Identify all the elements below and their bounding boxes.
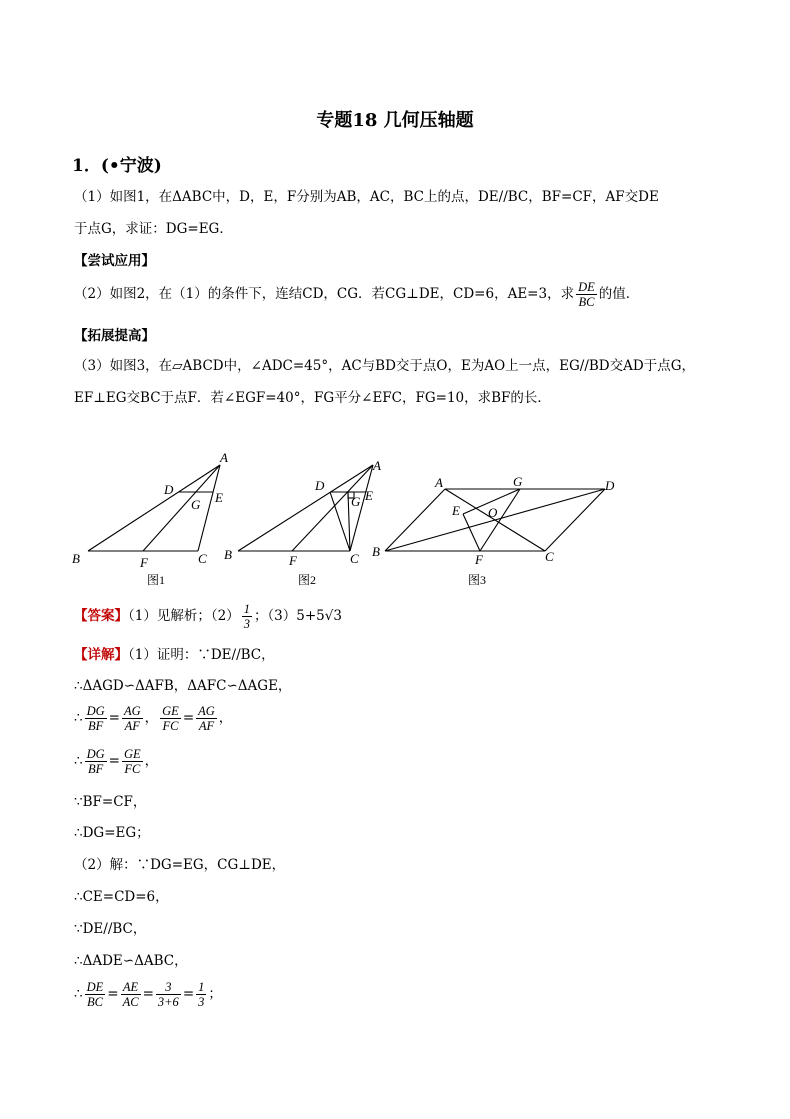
fig3-label-b: B — [372, 544, 380, 559]
problem-part3-line1: （3）如图3，在▱ABCD中，∠ADC=45°，AC与BD交于点O，E为AO上一点，EG//BD交AD于点G， — [74, 358, 695, 374]
fig3-label-e: E — [452, 503, 460, 518]
section-try-heading: 【尝试应用】 — [74, 253, 155, 269]
fig2-label-e: E — [365, 488, 373, 503]
fig3-caption: 图3 — [468, 573, 487, 587]
frac — [122, 747, 143, 776]
problem-part2-text: （2）如图2，在（1）的条件下，连结CD，CG．若CG⊥DE，CD=6，AE=3，求 — [74, 286, 575, 302]
frac-den: BC — [86, 995, 103, 1009]
fig2-label-d: D — [315, 478, 325, 493]
page-title: 专题18 几何压轴题 — [316, 110, 474, 131]
frac — [156, 980, 181, 1009]
question-number: 1．(•宁波) — [72, 156, 162, 176]
fig1-label-d: D — [164, 482, 174, 497]
detail-label: 【详解】 — [74, 647, 128, 663]
frac-num: DG — [86, 747, 105, 761]
frac-den: AC — [122, 995, 139, 1009]
detail-step-11: ∴ $\frac{DE}{BC}$ = $\frac{AE}{AC}$ = $\frac{3}{3+6}$ = $\frac{1}{3}$ ； — [74, 980, 222, 1009]
frac-den: FC — [124, 762, 141, 776]
fig1-label-a: A — [220, 450, 228, 465]
problem-part1-line2: 于点G，求证：DG=EG． — [74, 221, 233, 237]
frac — [85, 704, 107, 733]
frac — [160, 704, 181, 733]
fig3-label-a: A — [435, 475, 443, 490]
frac-den: 3+6 — [157, 995, 179, 1009]
detail-step-9: ∵DE//BC， — [74, 921, 147, 937]
fig1-label-b: B — [72, 551, 80, 566]
frac-den: AF — [124, 719, 140, 733]
frac-den: BF — [87, 719, 104, 733]
answer-frac-den: 3 — [243, 617, 250, 631]
detail-step-2: ∴ΔAGD∽ΔAFB，ΔAFC∽ΔAGE， — [74, 678, 292, 694]
frac-den: BF — [87, 762, 104, 776]
detail-step-5: ∵BF=CF， — [74, 794, 147, 810]
frac — [122, 704, 143, 733]
frac-num: DG — [86, 704, 105, 718]
frac-num: AE — [121, 980, 141, 995]
frac-num: 3 — [156, 980, 181, 995]
fig2-label-b: B — [224, 547, 232, 562]
answer-line — [74, 602, 342, 631]
detail-step-8: ∴CE=CD=6， — [74, 889, 169, 905]
detail-step-1 — [74, 645, 275, 665]
fig2-label-a: A — [373, 458, 381, 473]
frac-num: DE — [86, 980, 104, 994]
detail-s1: （1）证明：∵DE//BC， — [128, 647, 275, 663]
fig1-label-c: C — [198, 551, 207, 566]
frac-num: AG — [198, 704, 215, 718]
fig3-label-o: O — [488, 505, 498, 520]
therefore: ∴ — [74, 710, 83, 726]
therefore: ∴ — [74, 986, 83, 1002]
frac — [85, 747, 107, 776]
geometry-figures — [60, 440, 740, 590]
problem-part2 — [74, 280, 639, 309]
fig3-label-c: C — [545, 549, 554, 564]
frac-num: GE — [162, 704, 179, 718]
answer-part1: （1）见解析；（2） — [128, 608, 240, 624]
fraction-denominator: BC — [578, 295, 595, 309]
frac-den: FC — [162, 719, 179, 733]
frac — [196, 980, 206, 1009]
detail-step-6: ∴DG=EG； — [74, 825, 150, 841]
answer-part3: ；（3）5+5√3 — [253, 608, 342, 624]
problem-part3-line2: EF⊥EG交BC于点F．若∠EGF=40°，FG平分∠EFC，FG=10，求BF的长． — [74, 390, 551, 406]
answer-frac-num: 1 — [243, 602, 250, 616]
fig3-label-f: F — [475, 552, 483, 567]
fig1-caption: 图1 — [147, 573, 166, 587]
answer-fraction — [242, 602, 252, 631]
section-expand-heading: 【拓展提高】 — [74, 328, 155, 344]
frac — [85, 980, 106, 1009]
frac-den: AF — [198, 719, 215, 733]
detail-step-10: ∴ΔADE∽ΔABC， — [74, 953, 188, 969]
fig2-label-f: F — [289, 553, 297, 568]
frac-num: GE — [123, 747, 141, 761]
fig2-label-c: C — [350, 551, 359, 566]
fraction-de-bc — [576, 280, 597, 309]
frac-num: 1 — [198, 980, 205, 994]
fig1-label-f: F — [140, 555, 148, 570]
frac-den: 3 — [198, 995, 205, 1009]
fig3-label-g: G — [513, 474, 523, 489]
fig2-caption: 图2 — [298, 573, 317, 587]
frac — [121, 980, 141, 1009]
fig3-label-d: D — [605, 478, 615, 493]
frac — [196, 704, 217, 733]
detail-step-3: ∴ $\frac{DG}{BF}$ = $\frac{AG}{AF}$ ， $\frac{GE}{FC}$ = $\frac{AG}{AF}$ ， — [74, 704, 233, 733]
detail-step-4: ∴ $\frac{DG}{BF}$ = $\frac{GE}{FC}$ ， — [74, 747, 159, 776]
fraction-numerator: DE — [578, 280, 595, 294]
fig1-label-g: G — [191, 497, 201, 512]
figure-3 — [385, 489, 605, 551]
frac-num: AG — [123, 704, 141, 718]
answer-label: 【答案】 — [74, 608, 128, 624]
fig1-label-e: E — [215, 490, 223, 505]
fig2-label-g: G — [351, 494, 361, 509]
therefore: ∴ — [74, 753, 83, 769]
problem-part2-end: 的值． — [598, 286, 640, 302]
detail-step-7: （2）解：∵DG=EG，CG⊥DE， — [74, 857, 286, 873]
problem-part1-line1: （1）如图1，在ΔABC中，D，E，F分别为AB，AC，BC上的点，DE//BC，BF=CF，AF交DE — [74, 189, 659, 205]
